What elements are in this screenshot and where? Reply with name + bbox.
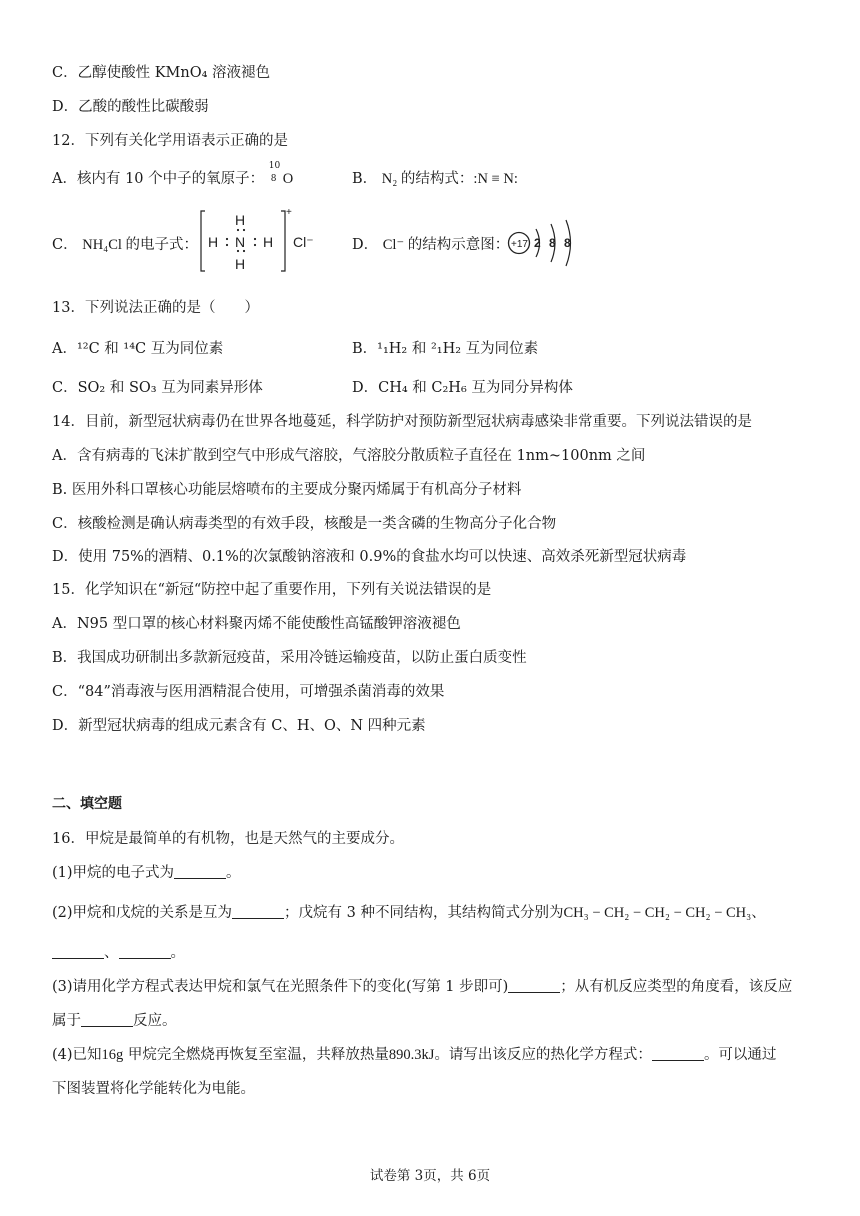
question-16-part-1 [52, 861, 241, 882]
part-2-text: (2)甲烷和戊烷的关系是互为 [52, 905, 233, 921]
option-12b-text: N₂ 的结构式：:N ≡ N: [381, 171, 518, 187]
section-title: 二、填空题 [52, 796, 122, 812]
option-14b: B. 医用外科口罩核心功能层熔喷布的主要成分聚丙烯属于有机高分子材料 [52, 482, 522, 498]
option-15b: B．我国成功研制出多款新冠疫苗，采用冷链运输疫苗，以防止蛋白质变性 [52, 650, 527, 666]
option-15a: A．N95 型口罩的核心材料聚丙烯不能使酸性高锰酸钾溶液褪色 [52, 616, 461, 632]
oxygen-nuclide [268, 161, 283, 185]
question-16-part-2 [52, 901, 766, 922]
chloride-ion: Cl⁻ [293, 234, 314, 250]
answer-blank[interactable] [119, 944, 171, 959]
option-14d: D．使用 75%的酒精、0.1%的次氯酸钠溶液和 0.9%的食盐水均可以快速、高效杀死新型冠状病毒 [52, 549, 687, 565]
question-16-part-3 [52, 975, 792, 996]
option-12c-text: NH₄Cl 的电子式： [82, 237, 199, 253]
part-2-line-2-end: 。 [170, 945, 185, 961]
option-12a-text: A．核内有 10 个中子的氧原子： [52, 171, 265, 187]
charge-plus: + [286, 207, 292, 218]
pentane-formula: CH₃ − CH₂ − CH₂ − CH₂ − CH₃ [563, 905, 752, 921]
part-3-text: (3)请用化学方程式表达甲烷和氯气在光照条件下的变化(写第 1 步即可) [52, 979, 509, 995]
h-top: H [235, 212, 246, 228]
question-13-stem: 13．下列说法正确的是（ ） [52, 300, 259, 316]
option-11c: C．乙醇使酸性 KMnO₄ 溶液褪色 [52, 65, 271, 81]
chloride-ion-structure-diagram [506, 215, 586, 271]
question-16-part-2-line-2 [52, 941, 185, 962]
h-right: H [263, 234, 274, 250]
part-4-text-b: 甲烷完全燃烧再恢复至室温，共释放热量 [123, 1047, 389, 1063]
page-footer: 试卷第 3页，共 6页 [369, 1168, 491, 1184]
option-12c-letter: C． [52, 237, 78, 253]
question-15-stem: 15．化学知识在“新冠“防控中起了重要作用，下列有关说法错误的是 [52, 582, 492, 598]
nucleus-charge: +17 [511, 239, 528, 250]
answer-blank[interactable] [174, 864, 226, 879]
h-left: H [208, 234, 219, 250]
part-2-text-b: ；戊烷有 3 种不同结构，其结构简式分别为 [284, 905, 564, 921]
answer-blank[interactable] [652, 1046, 704, 1061]
part-4-text: (4)已知 [52, 1047, 102, 1063]
answer-blank[interactable] [52, 944, 104, 959]
part-3-line-2-end: 反应。 [133, 1013, 177, 1029]
answer-blank[interactable] [81, 1012, 133, 1027]
question-16-part-4-line-2: 下图装置将化学能转化为电能。 [52, 1081, 255, 1097]
part-4-text-d: 。可以通过 [703, 1047, 777, 1063]
atomic-number: 8 [270, 174, 277, 184]
oxygen-symbol: O [282, 171, 294, 187]
question-16-part-3-line-2 [52, 1009, 177, 1030]
answer-blank[interactable] [508, 978, 560, 993]
mass-number: 10 [268, 161, 281, 171]
h-bottom: H [235, 256, 246, 272]
shell-3-electrons: 8 [564, 236, 571, 250]
option-14a: A．含有病毒的飞沫扩散到空气中形成气溶胶，气溶胶分散质粒子直径在 1nm~100nm 之间 [52, 448, 646, 464]
option-12b [352, 167, 518, 188]
shell-2-electrons: 8 [549, 236, 556, 250]
shell-1-electrons: 2 [534, 236, 541, 250]
part-3-line-2-text: 属于 [52, 1013, 81, 1029]
part-2-line-2-sep: 、 [104, 945, 119, 961]
option-13b: B．¹₁H₂ 和 ²₁H₂ 互为同位素 [352, 341, 539, 357]
answer-blank[interactable] [232, 904, 284, 919]
option-12c [52, 233, 198, 254]
option-11d: D．乙酸的酸性比碳酸弱 [52, 99, 209, 115]
methane-mass: 16g [101, 1047, 124, 1063]
question-16-stem: 16．甲烷是最简单的有机物，也是天然气的主要成分。 [52, 831, 404, 847]
option-13d: D．CH₄ 和 C₂H₆ 互为同分异构体 [352, 380, 573, 396]
part-1-end: 。 [226, 865, 241, 881]
part-4-text-c: 。请写出该反应的热化学方程式： [434, 1047, 652, 1063]
part-2-sep: 、 [751, 905, 766, 921]
heat-released: 890.3kJ [388, 1047, 435, 1063]
part-1-text: (1)甲烷的电子式为 [52, 865, 175, 881]
option-12d-letter: D． [352, 237, 379, 253]
option-12d-text: Cl⁻ 的结构示意图： [382, 237, 510, 253]
question-12-stem: 12．下列有关化学用语表示正确的是 [52, 133, 288, 149]
n-center: N [235, 234, 246, 250]
option-12b-letter: B． [352, 171, 378, 187]
option-12a [52, 161, 294, 188]
nh4cl-electron-formula [197, 205, 327, 277]
part-3-text-b: ；从有机反应类型的角度看，该反应 [560, 979, 793, 995]
option-13c: C．SO₂ 和 SO₃ 互为同素异形体 [52, 380, 263, 396]
question-16-part-4 [52, 1043, 776, 1064]
option-15c: C．“84”消毒液与医用酒精混合使用，可增强杀菌消毒的效果 [52, 684, 445, 700]
option-14c: C．核酸检测是确认病毒类型的有效手段，核酸是一类含磷的生物高分子化合物 [52, 516, 557, 532]
option-13a: A．¹²C 和 ¹⁴C 互为同位素 [52, 341, 224, 357]
option-12d [352, 233, 509, 254]
question-14-stem: 14．目前，新型冠状病毒仍在世界各地蔓延，科学防护对预防新型冠状病毒感染非常重要。下列说法错误的是 [52, 414, 752, 430]
option-15d: D．新型冠状病毒的组成元素含有 C、H、O、N 四种元素 [52, 718, 426, 734]
